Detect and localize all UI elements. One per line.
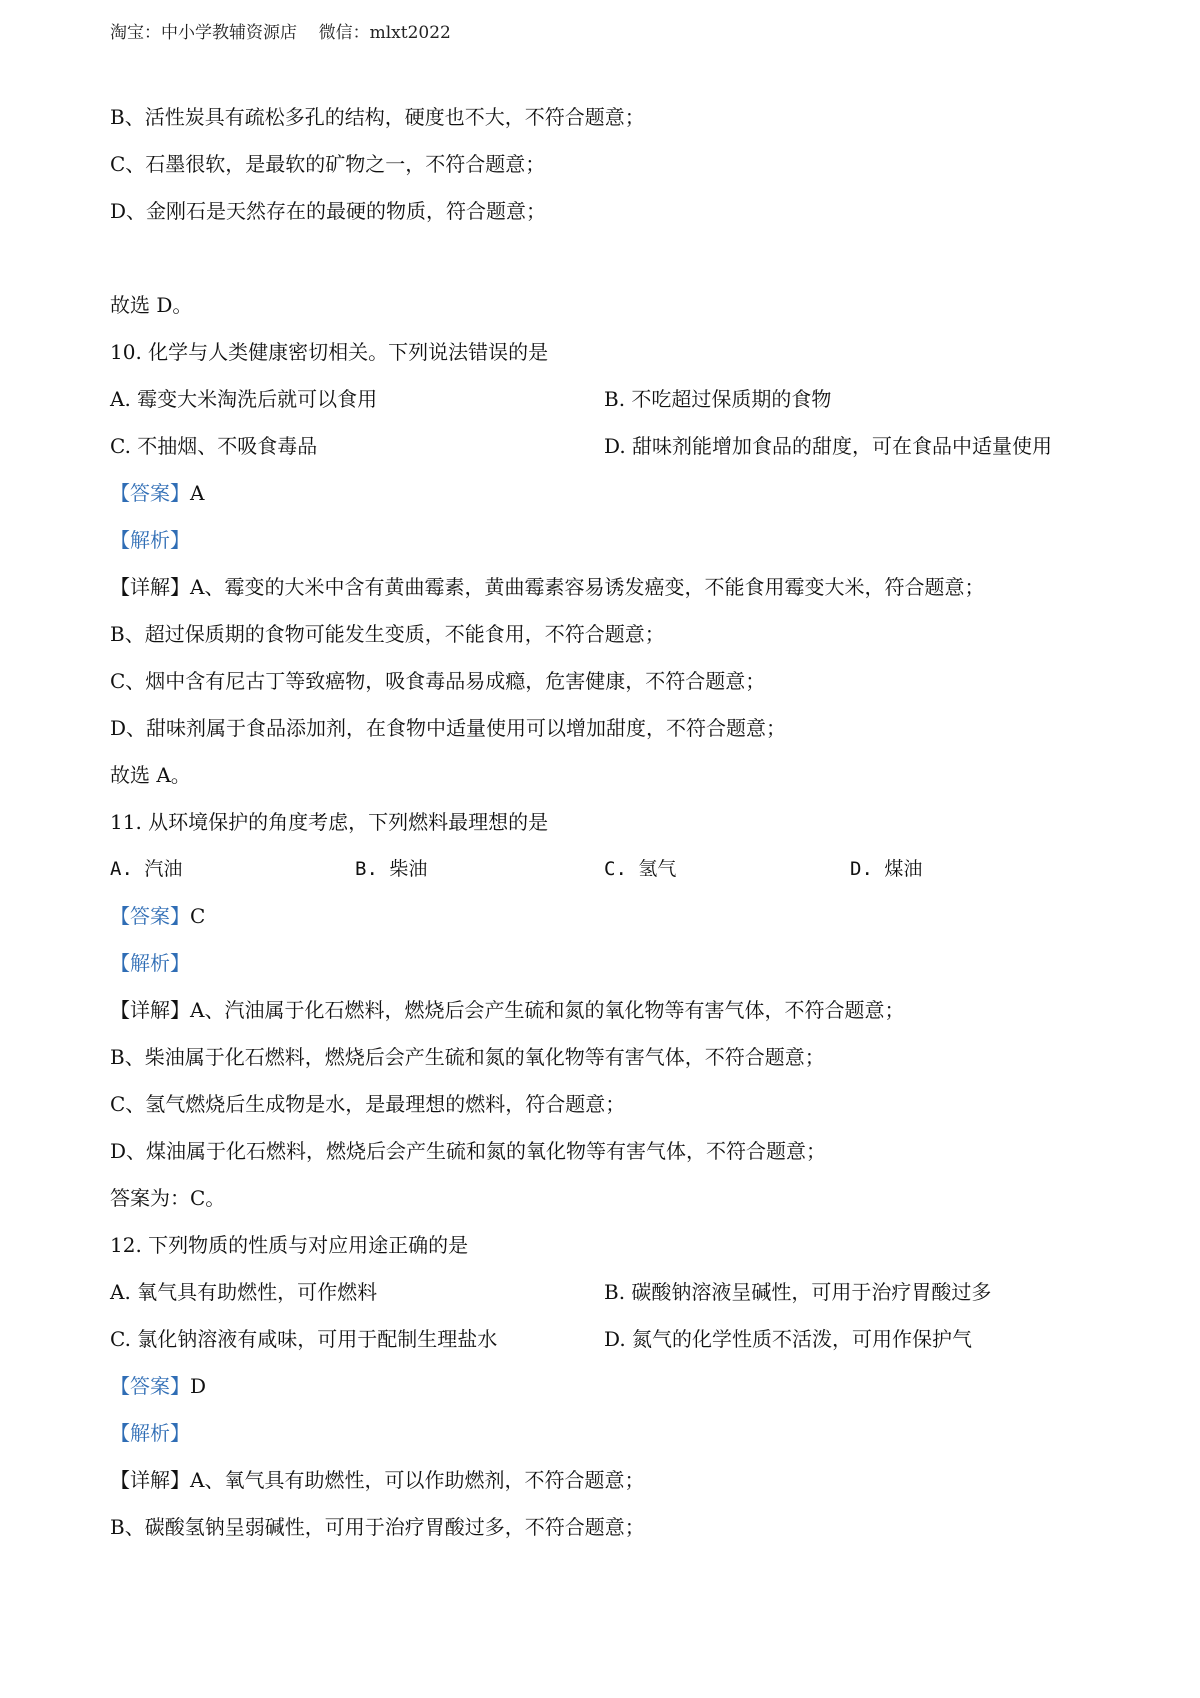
q10-analysis-tag: 【解析】 (110, 528, 190, 552)
q10-detail-a: 【详解】A、霉变的大米中含有黄曲霉素，黄曲霉素容易诱发癌变，不能食用霉变大米，符合题意； (110, 575, 985, 599)
q12-detail-b: B、碳酸氢钠呈弱碱性，可用于治疗胃酸过多，不符合题意； (110, 1515, 645, 1539)
answer-value: A (190, 481, 205, 505)
answer-value: C (190, 904, 206, 928)
q10-answer (110, 479, 204, 507)
q11-analysis-tag: 【解析】 (110, 951, 190, 975)
q10-option-c: C. 不抽烟、不吸食毒品 (110, 434, 318, 458)
q9-conclusion: 故选 D。 (110, 293, 193, 317)
q11-stem: 11. 从环境保护的角度考虑，下列燃料最理想的是 (110, 810, 549, 834)
q12-answer (110, 1372, 206, 1400)
answer-tag: 【答案】 (110, 904, 190, 928)
q10-detail-b: B、超过保质期的食物可能发生变质，不能食用，不符合题意； (110, 622, 665, 646)
answer-tag: 【答案】 (110, 1374, 190, 1398)
q11-conclusion: 答案为：C。 (110, 1186, 226, 1210)
q10-option-a: A. 霉变大米淘洗后就可以食用 (110, 387, 378, 411)
q10-conclusion: 故选 A。 (110, 763, 191, 787)
q12-stem: 12. 下列物质的性质与对应用途正确的是 (110, 1233, 469, 1257)
q12-option-d: D. 氮气的化学性质不活泼，可用作保护气 (604, 1327, 973, 1351)
q11-option-c: C. 氢气 (604, 858, 677, 880)
q10-option-d: D. 甜味剂能增加食品的甜度，可在食品中适量使用 (604, 434, 1053, 458)
q9-option-b-explain: B、活性炭具有疏松多孔的结构，硬度也不大，不符合题意； (110, 105, 645, 129)
q11-detail-c: C、氢气燃烧后生成物是水，是最理想的燃料，符合题意； (110, 1092, 626, 1116)
q12-option-a: A. 氧气具有助燃性，可作燃料 (110, 1280, 378, 1304)
q11-option-b: B. 柴油 (355, 858, 428, 880)
answer-value: D (190, 1374, 207, 1398)
q11-detail-a: 【详解】A、汽油属于化石燃料，燃烧后会产生硫和氮的氧化物等有害气体，不符合题意； (110, 998, 905, 1022)
wechat-id: 微信：mlxt2022 (318, 23, 451, 43)
q10-option-b: B. 不吃超过保质期的食物 (604, 387, 832, 411)
q9-option-d-explain: D、金刚石是天然存在的最硬的物质，符合题意； (110, 199, 547, 223)
q11-option-d: D. 煤油 (850, 858, 923, 880)
q9-option-c-explain: C、石墨很软，是最软的矿物之一，不符合题意； (110, 152, 546, 176)
q10-stem: 10. 化学与人类健康密切相关。下列说法错误的是 (110, 340, 549, 364)
q12-option-b: B. 碳酸钠溶液呈碱性，可用于治疗胃酸过多 (604, 1280, 992, 1304)
q11-answer (110, 902, 205, 930)
q12-analysis-tag: 【解析】 (110, 1421, 190, 1445)
q11-detail-d: D、煤油属于化石燃料，燃烧后会产生硫和氮的氧化物等有害气体，不符合题意； (110, 1139, 827, 1163)
shop-name: 淘宝：中小学教辅资源店 (110, 23, 297, 43)
q12-detail-a: 【详解】A、氧气具有助燃性，可以作助燃剂，不符合题意； (110, 1468, 645, 1492)
q11-detail-b: B、柴油属于化石燃料，燃烧后会产生硫和氮的氧化物等有害气体，不符合题意； (110, 1045, 825, 1069)
q12-option-c: C. 氯化钠溶液有咸味，可用于配制生理盐水 (110, 1327, 498, 1351)
q11-option-a: A. 汽油 (110, 858, 183, 880)
q10-detail-c: C、烟中含有尼古丁等致癌物，吸食毒品易成瘾，危害健康，不符合题意； (110, 669, 766, 693)
page-header (110, 18, 451, 43)
q10-detail-d: D、甜味剂属于食品添加剂，在食物中适量使用可以增加甜度，不符合题意； (110, 716, 787, 740)
answer-tag: 【答案】 (110, 481, 190, 505)
